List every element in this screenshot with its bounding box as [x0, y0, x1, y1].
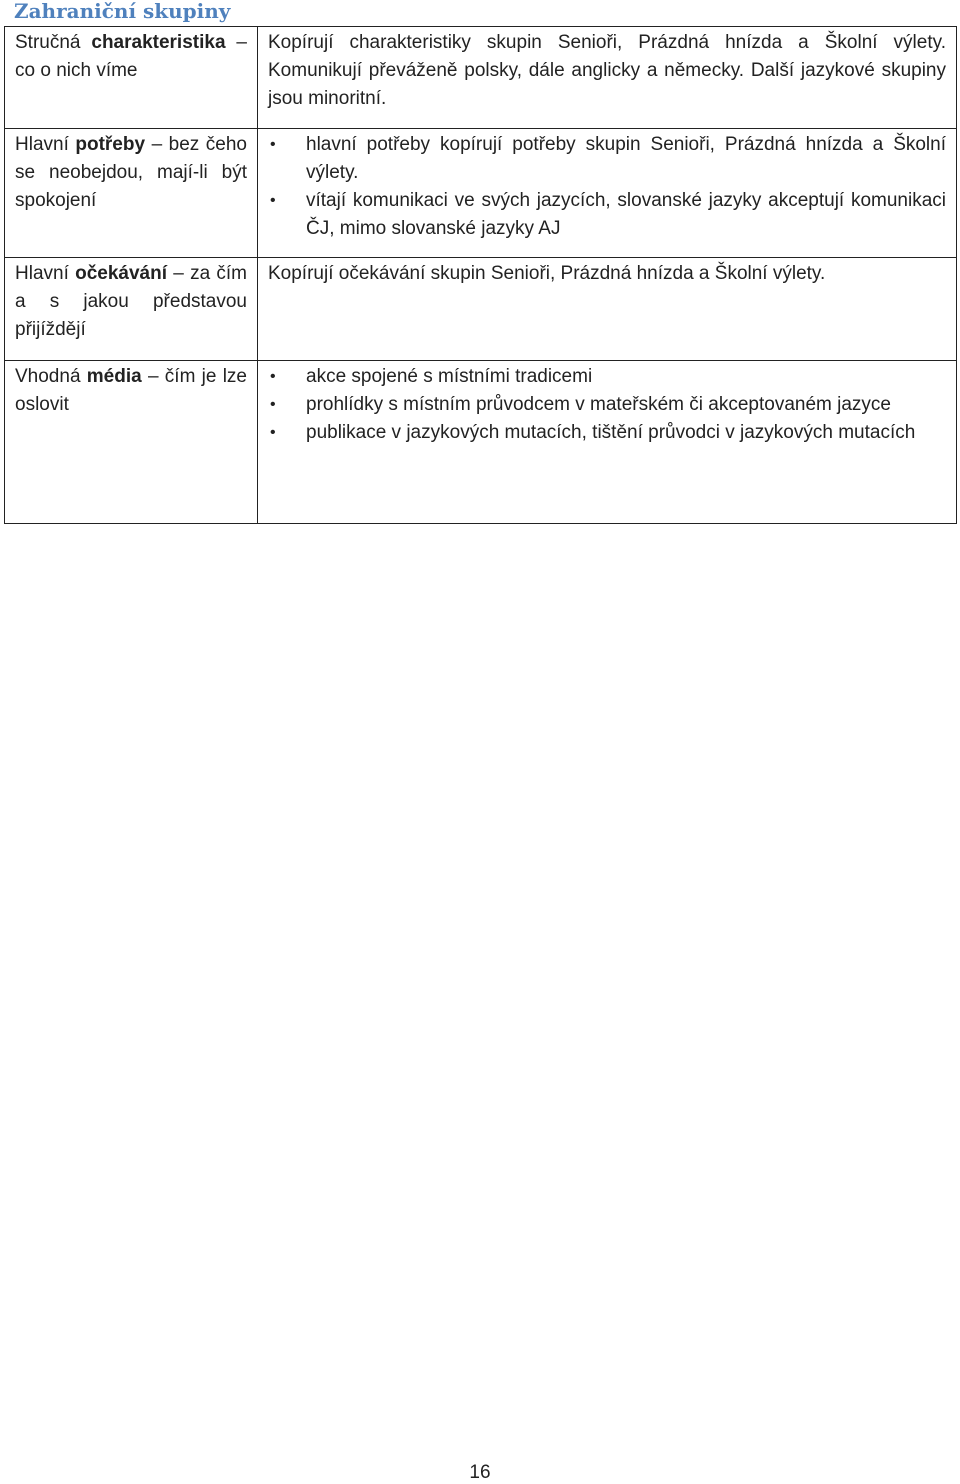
row-label-keyword: charakteristika: [91, 32, 226, 53]
list-item-text: akce spojené s místními tradicemi: [306, 366, 593, 387]
row-label-suffix: – za čím a s jakou představou přijíždějí: [15, 263, 247, 340]
list-item-text: prohlídky s místním průvodcem v mateřském či akceptovaném jazyce: [306, 394, 891, 415]
table-row: [5, 129, 957, 258]
row-content: Kopírují charakteristiky skupin Senioři, Prázdná hnízda a Školní výlety. Komunikují převáženě polsky, dále anglicky a německy. Další jazykové skupiny jsou minoritní.: [258, 27, 957, 129]
bullet-list: [268, 131, 946, 243]
row-label-suffix: – bez čeho se neobejdou, mají-li být spokojení: [15, 134, 247, 211]
bullet-icon: •: [270, 368, 276, 385]
row-label-suffix: – čím je lze oslovit: [15, 366, 247, 415]
row-label-keyword: média: [86, 366, 142, 387]
table-row: [5, 27, 957, 129]
list-item-text: vítají komunikaci ve svých jazycích, slovanské jazyky akceptují komunikaci ČJ, mimo slovanské jazyky AJ: [306, 190, 946, 239]
row-label-keyword: potřeby: [75, 134, 146, 155]
characteristics-table: [4, 26, 957, 524]
list-item-text: hlavní potřeby kopírují potřeby skupin Senioři, Prázdná hnízda a Školní výlety.: [306, 134, 946, 183]
table-row: [5, 258, 957, 361]
row-label: [5, 361, 258, 524]
row-label: [5, 27, 258, 129]
row-label-prefix: Hlavní: [15, 134, 69, 155]
row-label-prefix: Vhodná: [15, 366, 81, 387]
list-item: [270, 419, 946, 447]
row-label-prefix: Stručná: [15, 32, 81, 53]
list-item: [270, 363, 946, 391]
list-item: [270, 187, 946, 243]
row-content: [258, 361, 957, 524]
bullet-list: [268, 363, 946, 447]
row-label: [5, 258, 258, 361]
section-heading: Zahraniční skupiny: [14, 0, 231, 23]
bullet-icon: •: [270, 424, 276, 441]
row-label-suffix: – co o nich víme: [15, 32, 247, 81]
row-content: Kopírují očekávání skupin Senioři, Prázdná hnízda a Školní výlety.: [258, 258, 957, 361]
list-item: [270, 391, 946, 419]
row-content: [258, 129, 957, 258]
bullet-icon: •: [270, 192, 276, 209]
bullet-icon: •: [270, 396, 276, 413]
table-row: [5, 361, 957, 524]
row-label: [5, 129, 258, 258]
row-label-keyword: očekávání: [75, 263, 168, 284]
list-item: [270, 131, 946, 187]
list-item-text: publikace v jazykových mutacích, tištění průvodci v jazykových mutacích: [306, 422, 916, 443]
bullet-icon: •: [270, 136, 276, 153]
page-number: 16: [469, 1462, 491, 1483]
row-label-prefix: Hlavní: [15, 263, 69, 284]
